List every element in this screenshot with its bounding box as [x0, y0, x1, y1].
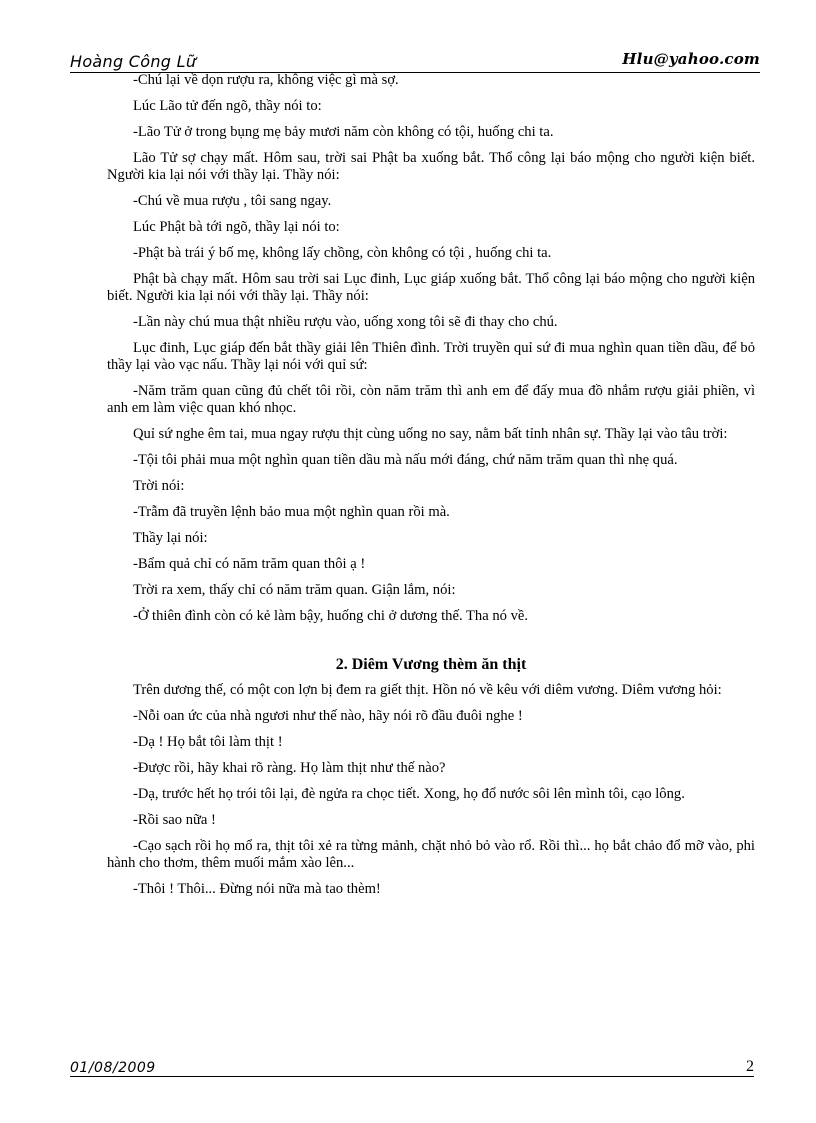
paragraph: -Tội tôi phải mua một nghìn quan tiền dầu mà nấu mới đáng, chứ năm trăm quan thì nhẹ quá. [133, 452, 678, 468]
paragraph: Trên dương thế, có một con lợn bị đem ra giết thịt. Hồn nó về kêu với diêm vương. Diêm vương hỏi: [133, 682, 722, 698]
paragraph: -Năm trăm quan cũng đủ chết tôi rồi, còn năm trăm thì anh em để đấy mua đồ nhắm rượu giải phiền, vì anh em làm việc quan khó nhọc. [107, 383, 755, 416]
paragraph: Lúc Phật bà tới ngõ, thầy lại nói to: [133, 219, 340, 235]
paragraph: Lão Tử sợ chạy mất. Hôm sau, trời sai Phật ba xuống bắt. Thổ công lại báo mộng cho người kiện biết. Người kia lại nói với thầy lại. Thầy nói: [107, 150, 755, 183]
paragraph: -Thôi ! Thôi... Đừng nói nữa mà tao thèm! [133, 881, 381, 897]
paragraph: -Được rồi, hãy khai rõ ràng. Họ làm thịt như thế nào? [133, 760, 446, 776]
page-header [70, 50, 760, 73]
paragraph: Trời ra xem, thấy chỉ có năm trăm quan. Giận lắm, nói: [133, 582, 456, 598]
paragraph: Thầy lại nói: [133, 530, 208, 546]
paragraph: -Lần này chú mua thật nhiều rượu vào, uống xong tôi sẽ đi thay cho chú. [133, 314, 558, 330]
paragraph: -Nỗi oan ức của nhà ngươi như thế nào, hãy nói rõ đầu đuôi nghe ! [133, 708, 523, 724]
paragraph: -Dạ, trước hết họ trói tôi lại, đè ngửa ra chọc tiết. Xong, họ đổ nước sôi lên mình tôi, cạo lông. [133, 786, 685, 802]
page-footer [70, 1058, 754, 1077]
page-number: 2 [746, 1058, 754, 1075]
paragraph: -Trẫm đã truyền lệnh bảo mua một nghìn quan rồi mà. [133, 504, 450, 520]
header-author: Hoàng Công Lữ [70, 52, 197, 71]
footer-date: 01/08/2009 [70, 1060, 156, 1076]
paragraph: -Bẩm quả chỉ có năm trăm quan thôi ạ ! [133, 556, 366, 572]
paragraph: -Dạ ! Họ bắt tôi làm thịt ! [133, 734, 283, 750]
paragraph: Lục đinh, Lục giáp đến bắt thầy giải lên Thiên đình. Trời truyền quỉ sứ đi mua nghìn quan tiền dầu, để bỏ thầy lại vào vạc nấu. Thầy lại nói với quỉ sứ: [107, 340, 755, 373]
paragraph: -Cạo sạch rồi họ mổ ra, thịt tôi xẻ ra từng mảnh, chặt nhỏ bỏ vào rổ. Rồi thì... họ bắt chảo đổ mỡ vào, phi hành cho thơm, thêm muối mắm xào lên... [107, 838, 755, 871]
paragraph: -Lão Tử ở trong bụng mẹ bảy mươi năm còn không có tội, huống chi ta. [133, 124, 554, 140]
section-title: 2. Diêm Vương thèm ăn thịt [335, 656, 527, 673]
paragraph: -Rồi sao nữa ! [133, 812, 216, 828]
paragraph: -Chú lại về dọn rượu ra, không việc gì mà sợ. [133, 72, 399, 88]
paragraph: -Chú về mua rượu , tôi sang ngay. [133, 193, 332, 209]
paragraph: Lúc Lão tử đến ngõ, thầy nói to: [133, 98, 322, 114]
paragraph: Phật bà chạy mất. Hôm sau trời sai Lục đinh, Lục giáp xuống bắt. Thổ công lại báo mộng cho người kiện biết. Người kia lại nói với thầy lại. Thầy nói: [107, 271, 755, 304]
document-body [107, 72, 755, 907]
header-email: Hlu@yahoo.com [622, 50, 760, 68]
paragraph: Trời nói: [133, 478, 185, 494]
paragraph: -Phật bà trái ý bố mẹ, không lấy chồng, còn không có tội , huống chi ta. [133, 245, 552, 261]
paragraph: Quỉ sứ nghe êm tai, mua ngay rượu thịt cùng uống no say, nằm bất tỉnh nhân sự. Thầy lại vào tâu trời: [133, 426, 728, 442]
paragraph: -Ở thiên đình còn có kẻ làm bậy, huống chi ở dương thế. Tha nó về. [133, 608, 528, 624]
